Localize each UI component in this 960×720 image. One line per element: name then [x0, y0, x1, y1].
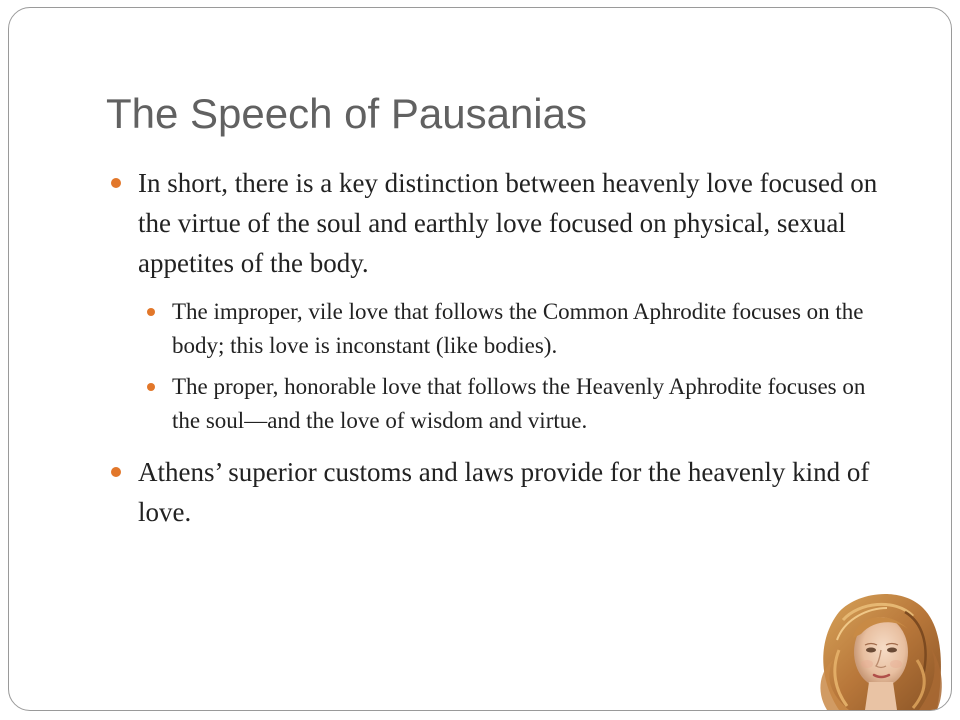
bullet-text: The improper, vile love that follows the Common Aphrodite focuses on the body; this love is inconstant (like bodies). — [172, 299, 864, 358]
bullet-dot-icon — [111, 178, 121, 188]
venus-portrait-image — [809, 590, 945, 710]
bullet-text: The proper, honorable love that follows the Heavenly Aphrodite focuses on the soul—and the love of wisdom and virtue. — [172, 374, 866, 433]
slide — [8, 7, 952, 711]
bullet-item — [109, 452, 899, 532]
sub-bullet-item — [144, 370, 899, 438]
bullet-dot-icon — [111, 467, 121, 477]
bullet-dot-icon — [147, 308, 155, 316]
bullet-dot-icon — [147, 383, 155, 391]
bullet-item — [109, 163, 899, 283]
slide-title: The Speech of Pausanias — [106, 90, 587, 137]
slide-body — [109, 163, 899, 532]
bullet-text: Athens’ superior customs and laws provide for the heavenly kind of love. — [138, 457, 870, 527]
bullet-text: In short, there is a key distinction between heavenly love focused on the virtue of the soul and earthly love focused on physical, sexual appetites of the body. — [138, 168, 878, 278]
sub-bullet-item — [144, 295, 899, 363]
